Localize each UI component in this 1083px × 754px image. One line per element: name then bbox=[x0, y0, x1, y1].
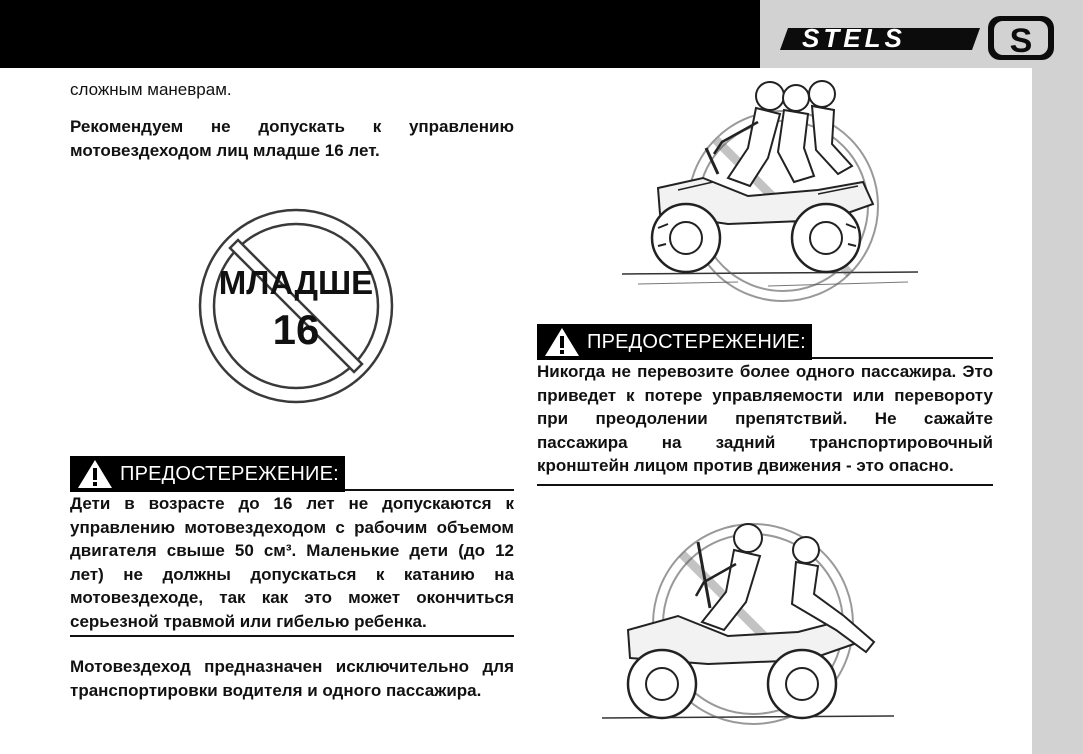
svg-text:S: S bbox=[1009, 22, 1033, 60]
sign-text-line1: МЛАДШЕ bbox=[218, 264, 374, 301]
warning-rule-left bbox=[345, 489, 514, 491]
svg-text:STELS: STELS bbox=[802, 23, 906, 53]
warning-text-left: Дети в возрасте до 16 лет не допускаются к управлению мотовездеходом с рабочим объемом двигателя свыше 50 см³. Маленькие дети (до 12 лет) не должны допускаться к катанию на мотовездеходе, так как это может окончиться серьезной травмой или гибелью ребенка. bbox=[70, 492, 514, 637]
side-strip bbox=[1032, 68, 1083, 754]
warning-label-left: ПРЕДОСТЕРЕЖЕНИЕ: bbox=[70, 456, 345, 492]
warning-heading-right bbox=[537, 324, 993, 360]
stels-wordmark bbox=[780, 23, 980, 53]
warning-rule-right bbox=[812, 357, 993, 359]
warning-triangle-icon bbox=[76, 458, 114, 490]
illustration-two-riders-prohibited bbox=[618, 78, 928, 318]
warning-triangle-icon bbox=[543, 326, 581, 358]
warning-text-right: Никогда не перевозите более одного пассажира. Это приведет к потере управляемости или перевороту при преодолении препятствий. Не сажайте пассажира на задний транспортировочный кронштейн лицом против движения - это опасно. bbox=[537, 360, 993, 486]
header-bar bbox=[0, 0, 760, 68]
right-column bbox=[537, 324, 993, 486]
sign-text-line2: 16 bbox=[272, 306, 320, 353]
intro-text: сложным маневрам. bbox=[70, 80, 232, 99]
purpose-text: Мотовездеход предназначен исключительно для транспортировки водителя и одного пассажира. bbox=[70, 657, 514, 700]
stels-s-emblem bbox=[988, 16, 1054, 60]
left-column bbox=[70, 78, 514, 702]
warning-label-right: ПРЕДОСТЕРЕЖЕНИЕ: bbox=[537, 324, 812, 360]
stels-logo bbox=[780, 14, 1060, 62]
age-recommendation: Рекомендуем не допускать к управлению мотовездеходом лиц младше 16 лет. bbox=[70, 117, 514, 160]
under-16-prohibition-sign bbox=[186, 196, 406, 416]
warning-heading-left bbox=[70, 456, 514, 492]
illustration-backward-passenger-prohibited bbox=[598, 512, 898, 732]
